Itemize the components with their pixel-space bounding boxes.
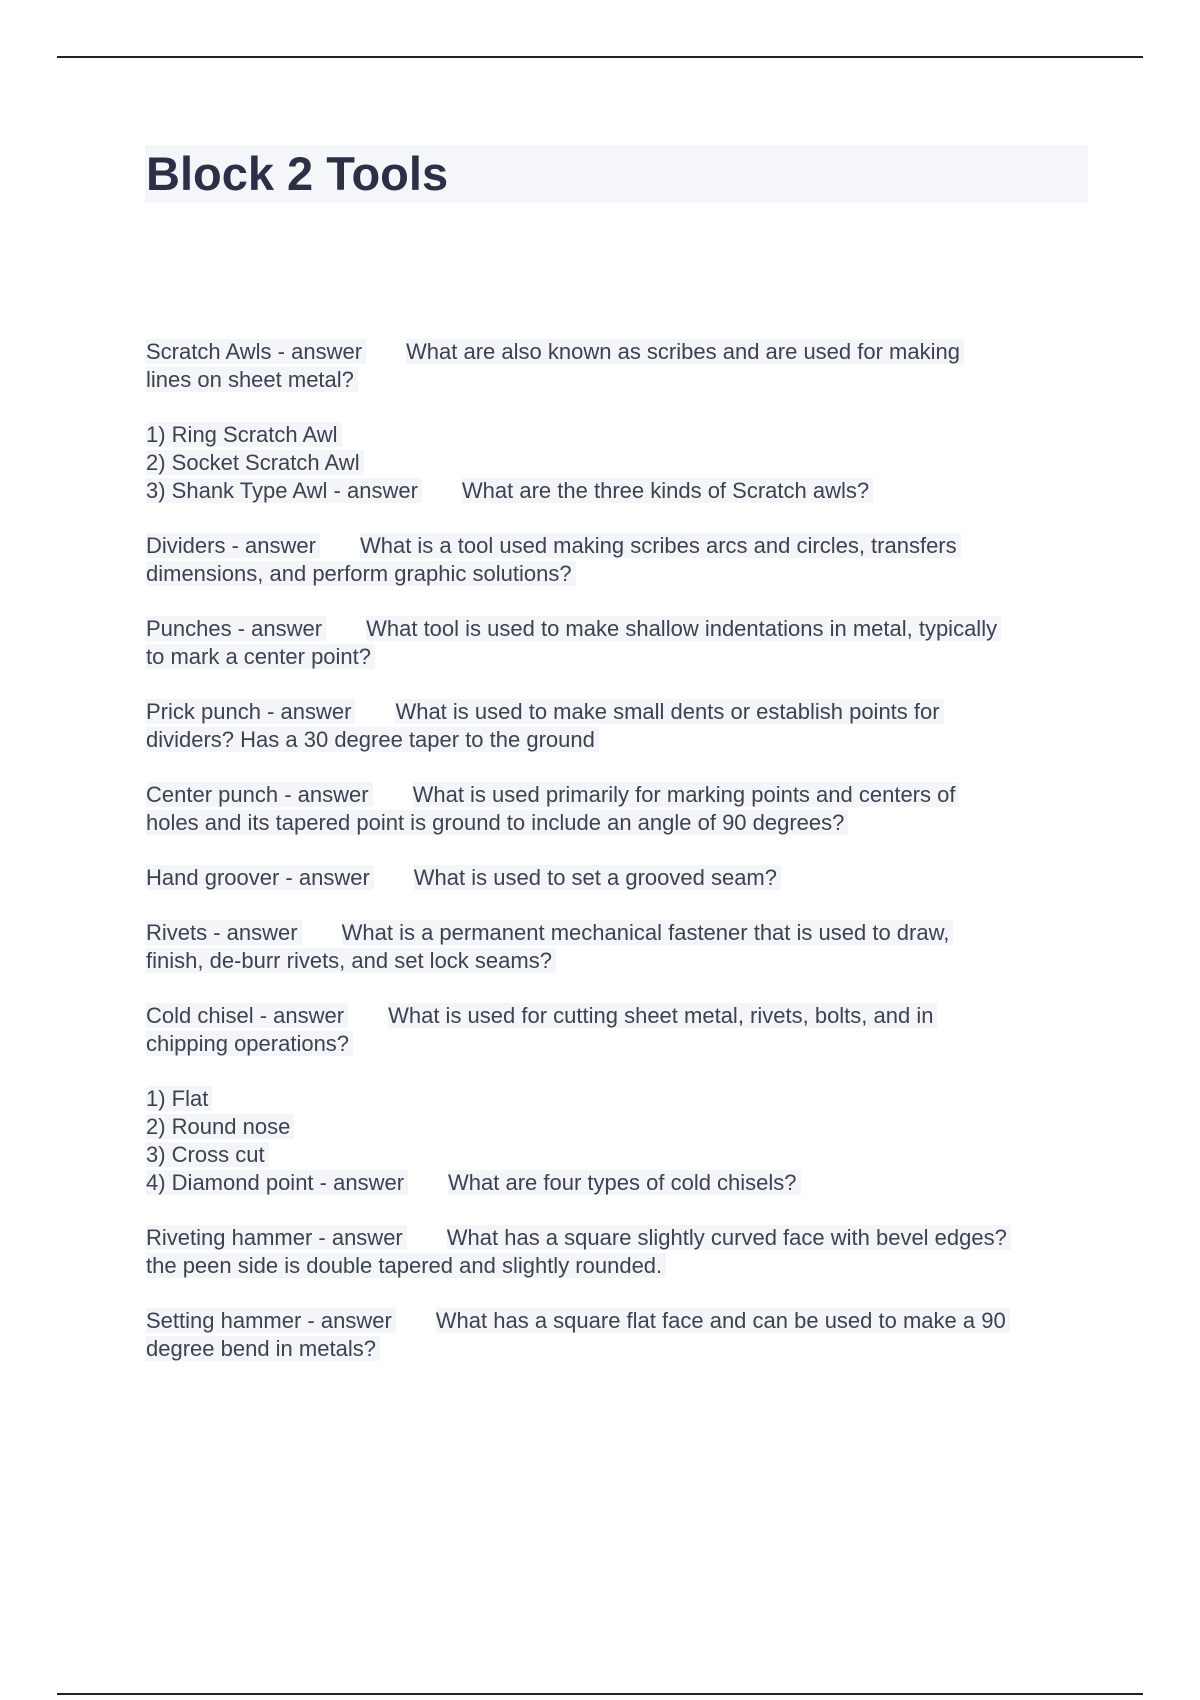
flashcard: [146, 864, 1096, 892]
flashcard-line: [146, 1113, 1096, 1141]
flashcard-list: [146, 338, 1096, 1390]
definition-text: What tool is used to make shallow indentations in metal, typically: [366, 616, 1001, 641]
flashcard-line: [146, 919, 1096, 947]
flashcard: [146, 1002, 1096, 1058]
flashcard-line: [146, 864, 1096, 892]
answer-separator: - answer: [278, 782, 372, 807]
term-text: Scratch Awls: [146, 339, 272, 364]
term-text: 2) Socket Scratch Awl: [146, 450, 364, 475]
answer-separator: - answer: [261, 699, 355, 724]
flashcard-line: [146, 1307, 1096, 1335]
definition-text: What is used to make small dents or establish points for: [395, 699, 943, 724]
flashcard-line: [146, 726, 1096, 754]
term-text: Dividers: [146, 533, 226, 558]
answer-separator: - answer: [279, 865, 373, 890]
flashcard: [146, 1224, 1096, 1280]
definition-text: dividers? Has a 30 degree taper to the ground: [146, 727, 599, 752]
definition-text: to mark a center point?: [146, 644, 375, 669]
answer-separator: - answer: [272, 339, 366, 364]
definition-text: What are also known as scribes and are used for making: [406, 339, 964, 364]
term-text: Punches: [146, 616, 232, 641]
definition-text: What is used primarily for marking points and centers of: [413, 782, 960, 807]
flashcard-line: [146, 643, 1096, 671]
flashcard-line: [146, 1252, 1096, 1280]
flashcard-line: [146, 698, 1096, 726]
bottom-rule: [57, 1693, 1143, 1695]
flashcard: [146, 532, 1096, 588]
flashcard: [146, 698, 1096, 754]
term-text: 1) Ring Scratch Awl: [146, 422, 342, 447]
term-text: Prick punch: [146, 699, 261, 724]
answer-separator: - answer: [207, 920, 301, 945]
flashcard-line: [146, 809, 1096, 837]
flashcard: [146, 421, 1096, 505]
flashcard: [146, 1085, 1096, 1197]
definition-text: finish, de-burr rivets, and set lock seams?: [146, 948, 556, 973]
definition-text: the peen side is double tapered and slightly rounded.: [146, 1253, 666, 1278]
flashcard-line: [146, 781, 1096, 809]
definition-text: What is a tool used making scribes arcs and circles, transfers: [360, 533, 961, 558]
definition-text: lines on sheet metal?: [146, 367, 358, 392]
flashcard-line: [146, 1169, 1096, 1197]
flashcard-line: [146, 1002, 1096, 1030]
flashcard-line: [146, 366, 1096, 394]
definition-text: What is used for cutting sheet metal, rivets, bolts, and in: [388, 1003, 937, 1028]
flashcard-line: [146, 947, 1096, 975]
answer-separator: - answer: [314, 1170, 408, 1195]
term-text: Center punch: [146, 782, 279, 807]
flashcard-line: [146, 421, 1096, 449]
definition-text: dimensions, and perform graphic solutions?: [146, 561, 576, 586]
term-text: 3) Cross cut: [146, 1142, 269, 1167]
flashcard-line: [146, 560, 1096, 588]
answer-separator: - answer: [312, 1225, 406, 1250]
flashcard-line: [146, 1085, 1096, 1113]
definition-text: What has a square slightly curved face with bevel edges?: [447, 1225, 1011, 1250]
term-text: Rivets: [146, 920, 208, 945]
definition-text: What is used to set a grooved seam?: [414, 865, 781, 890]
term-text: 1) Flat: [146, 1086, 212, 1111]
answer-separator: - answer: [225, 533, 319, 558]
term-text: Riveting hammer: [146, 1225, 313, 1250]
term-text: 4) Diamond point: [146, 1170, 314, 1195]
flashcard-line: [146, 1224, 1096, 1252]
answer-separator: - answer: [327, 478, 421, 503]
definition-text: degree bend in metals?: [146, 1336, 380, 1361]
flashcard: [146, 1307, 1096, 1363]
definition-text: What has a square flat face and can be used to make a 90: [436, 1308, 1010, 1333]
answer-separator: - answer: [301, 1308, 395, 1333]
definition-text: chipping operations?: [146, 1031, 353, 1056]
page-title: Block 2 Tools: [146, 147, 449, 200]
definition-text: holes and its tapered point is ground to include an angle of 90 degrees?: [146, 810, 848, 835]
top-rule: [57, 56, 1143, 58]
flashcard-line: [146, 477, 1096, 505]
flashcard-line: [146, 338, 1096, 366]
flashcard-line: [146, 1141, 1096, 1169]
flashcard: [146, 615, 1096, 671]
term-text: Cold chisel: [146, 1003, 254, 1028]
flashcard: [146, 338, 1096, 394]
flashcard: [146, 919, 1096, 975]
flashcard: [146, 781, 1096, 837]
flashcard-line: [146, 449, 1096, 477]
definition-text: What is a permanent mechanical fastener that is used to draw,: [342, 920, 954, 945]
flashcard-line: [146, 615, 1096, 643]
flashcard-line: [146, 1335, 1096, 1363]
term-text: 3) Shank Type Awl: [146, 478, 328, 503]
answer-separator: - answer: [254, 1003, 348, 1028]
term-text: Hand groover: [146, 865, 280, 890]
definition-text: What are four types of cold chisels?: [448, 1170, 801, 1195]
term-text: 2) Round nose: [146, 1114, 294, 1139]
definition-text: What are the three kinds of Scratch awls?: [462, 478, 873, 503]
term-text: Setting hammer: [146, 1308, 302, 1333]
flashcard-line: [146, 532, 1096, 560]
answer-separator: - answer: [232, 616, 326, 641]
flashcard-line: [146, 1030, 1096, 1058]
